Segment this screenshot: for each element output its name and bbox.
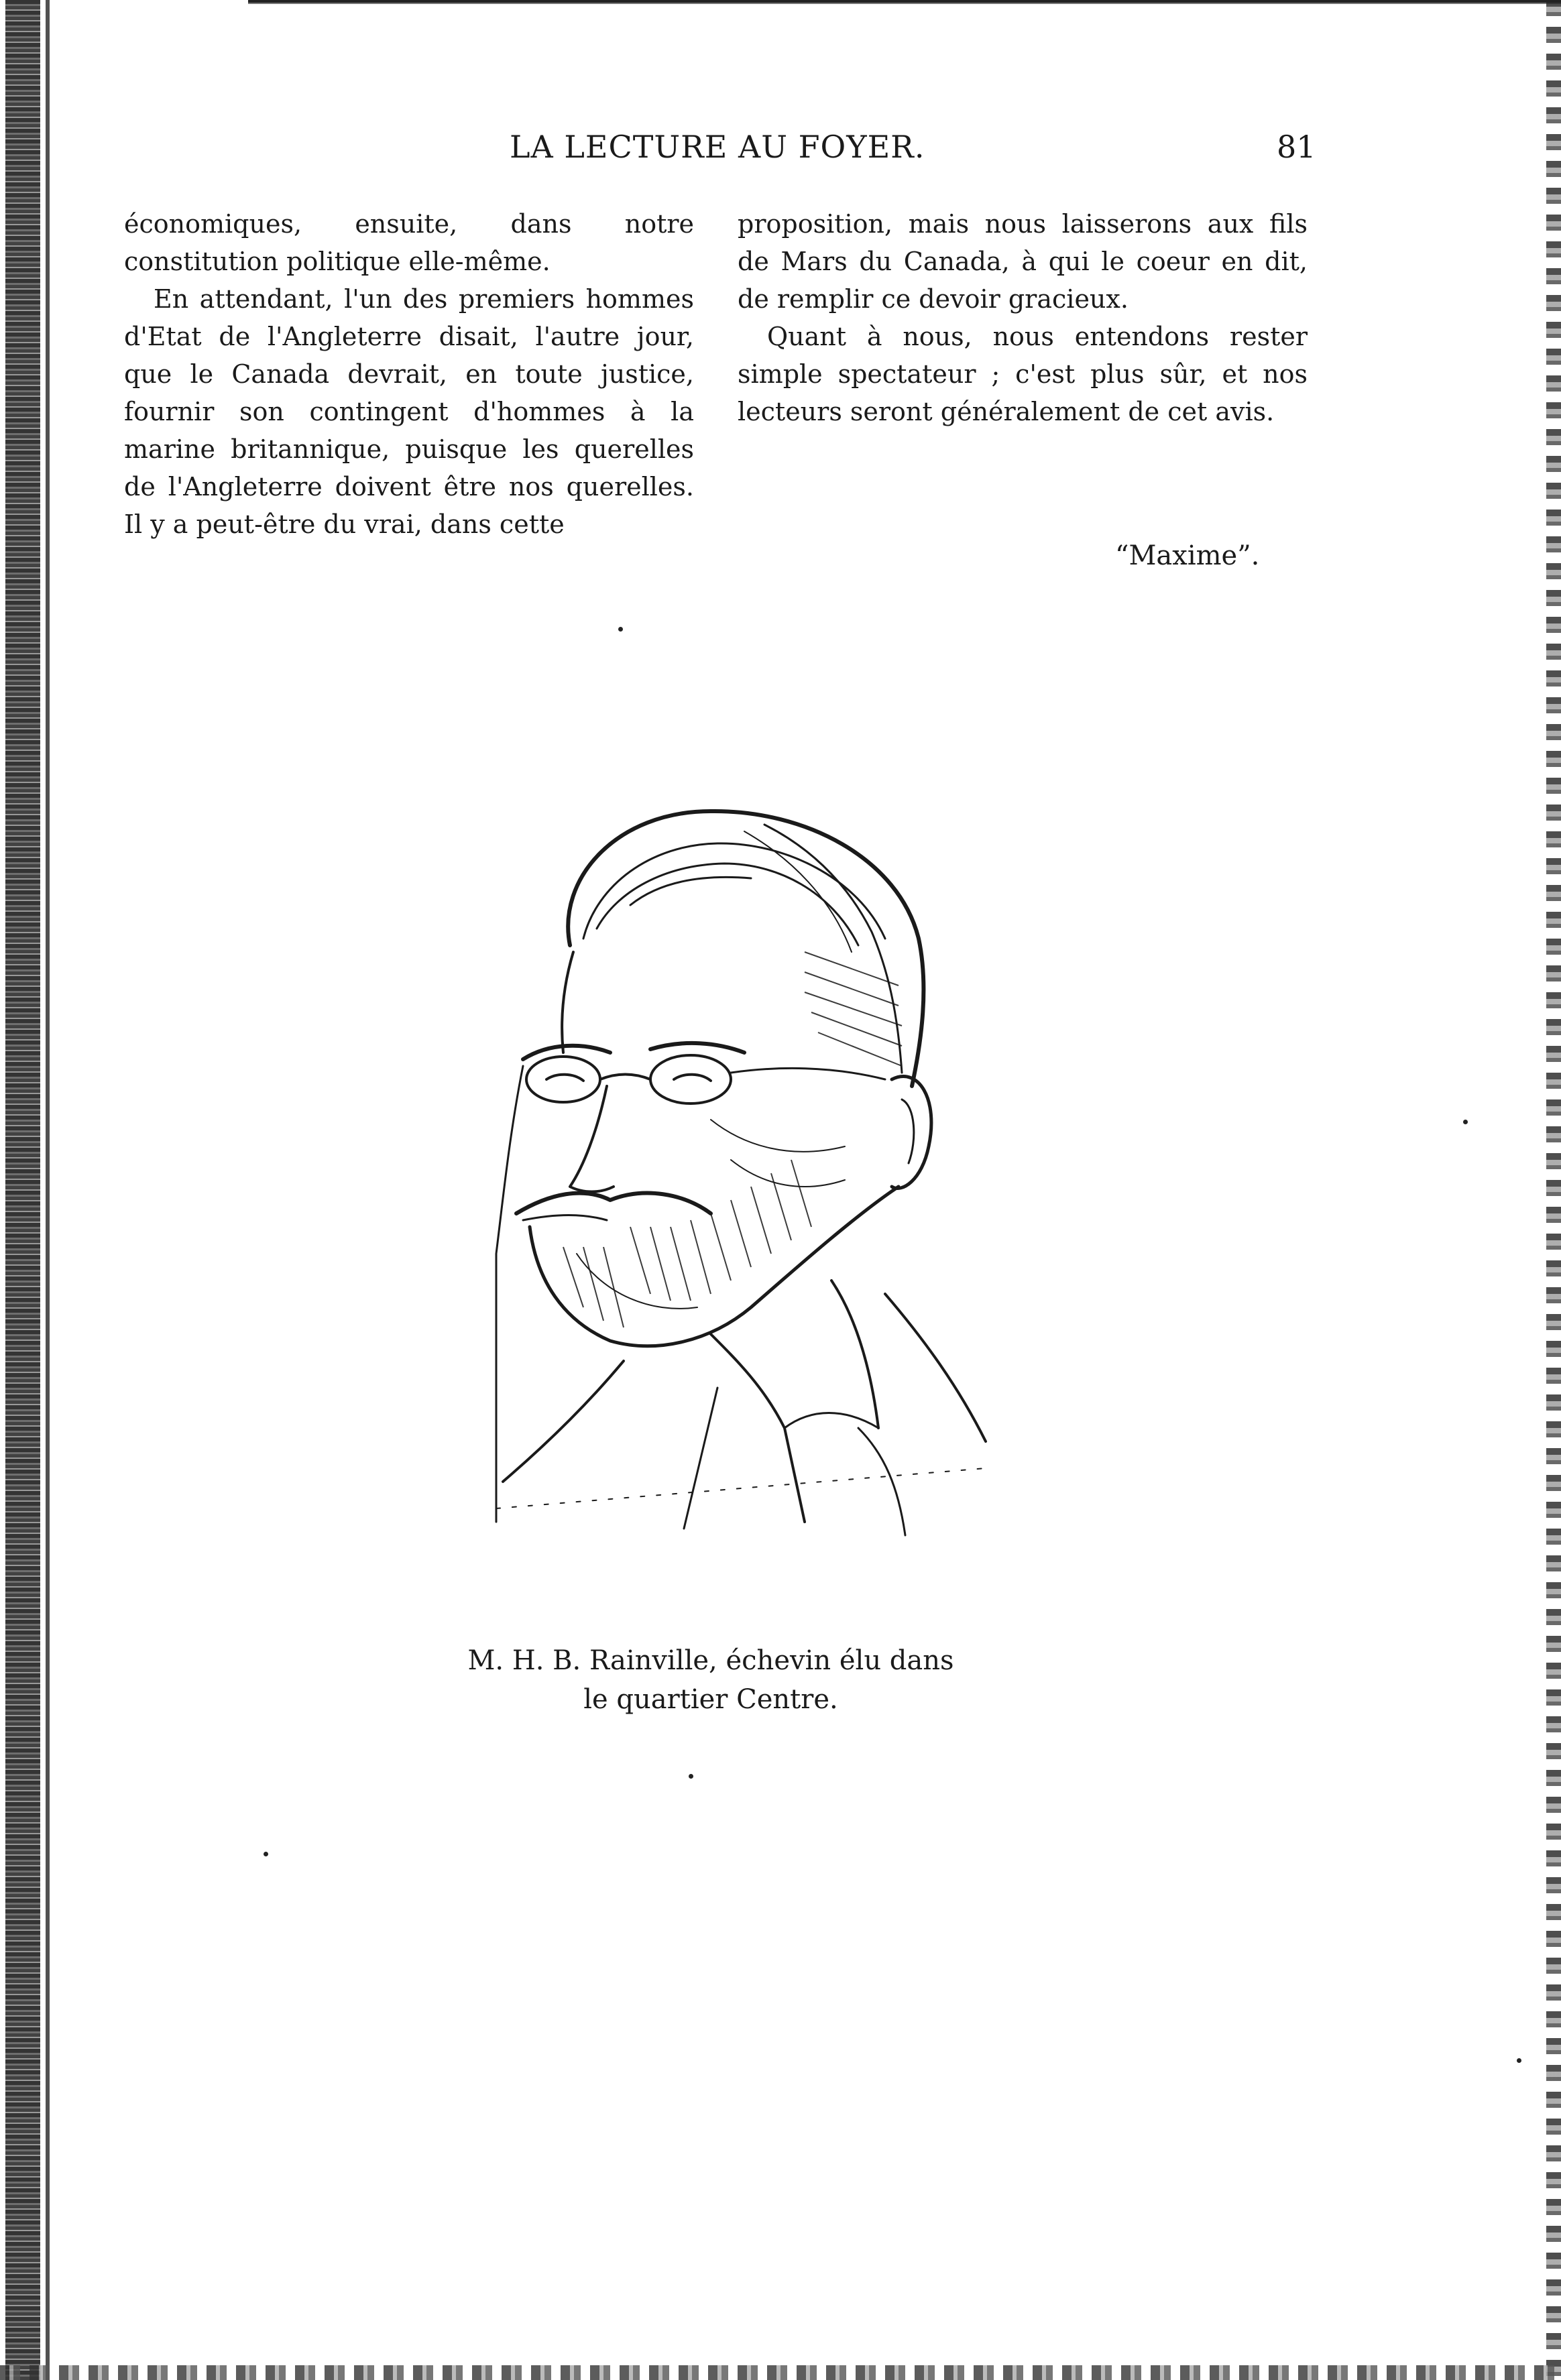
scan-border-top: [248, 0, 1561, 9]
paragraph: En attendant, l'un des premiers hommes d'Etat de l'Angleterre disait, l'autre jour, que le Canada devrait, en toute justice, fournir son contingent d'hommes à la marine britannique, puisque les querelles de l'Angleterre doivent être nos querelles. Il y a peut-être du vrai, dans cette: [124, 284, 694, 539]
scan-speck: [1517, 2058, 1521, 2063]
author-signature: “Maxime”.: [1115, 540, 1260, 571]
paragraph: économiques, ensuite, dans notre constitution politique elle-même.: [124, 209, 694, 276]
caption-line: le quartier Centre.: [583, 1684, 838, 1715]
page-number: 81: [1277, 129, 1316, 165]
scan-border-left: [5, 0, 40, 2380]
running-title: LA LECTURE AU FOYER.: [510, 129, 925, 165]
figure-caption: [409, 1641, 1013, 1719]
scan-speck: [1463, 1120, 1468, 1124]
paragraph: proposition, mais nous laisserons aux fils de Mars du Canada, à qui le coeur en dit, de remplir ce devoir gracieux.: [738, 209, 1308, 314]
scan-speck: [689, 1774, 693, 1779]
text-column-left: [124, 205, 694, 543]
caption-line: M. H. B. Rainville, échevin élu dans: [467, 1645, 954, 1676]
scan-speck: [618, 627, 623, 632]
paragraph: Quant à nous, nous entendons rester simple spectateur ; c'est plus sûr, et nos lecteurs seront généralement de cet avis.: [738, 322, 1308, 426]
scan-border-bottom: [0, 2365, 1561, 2380]
scan-speck: [264, 1852, 268, 1856]
scan-border-right: [1546, 0, 1561, 2380]
text-column-right: [738, 205, 1308, 430]
portrait-engraving: [429, 784, 999, 1616]
